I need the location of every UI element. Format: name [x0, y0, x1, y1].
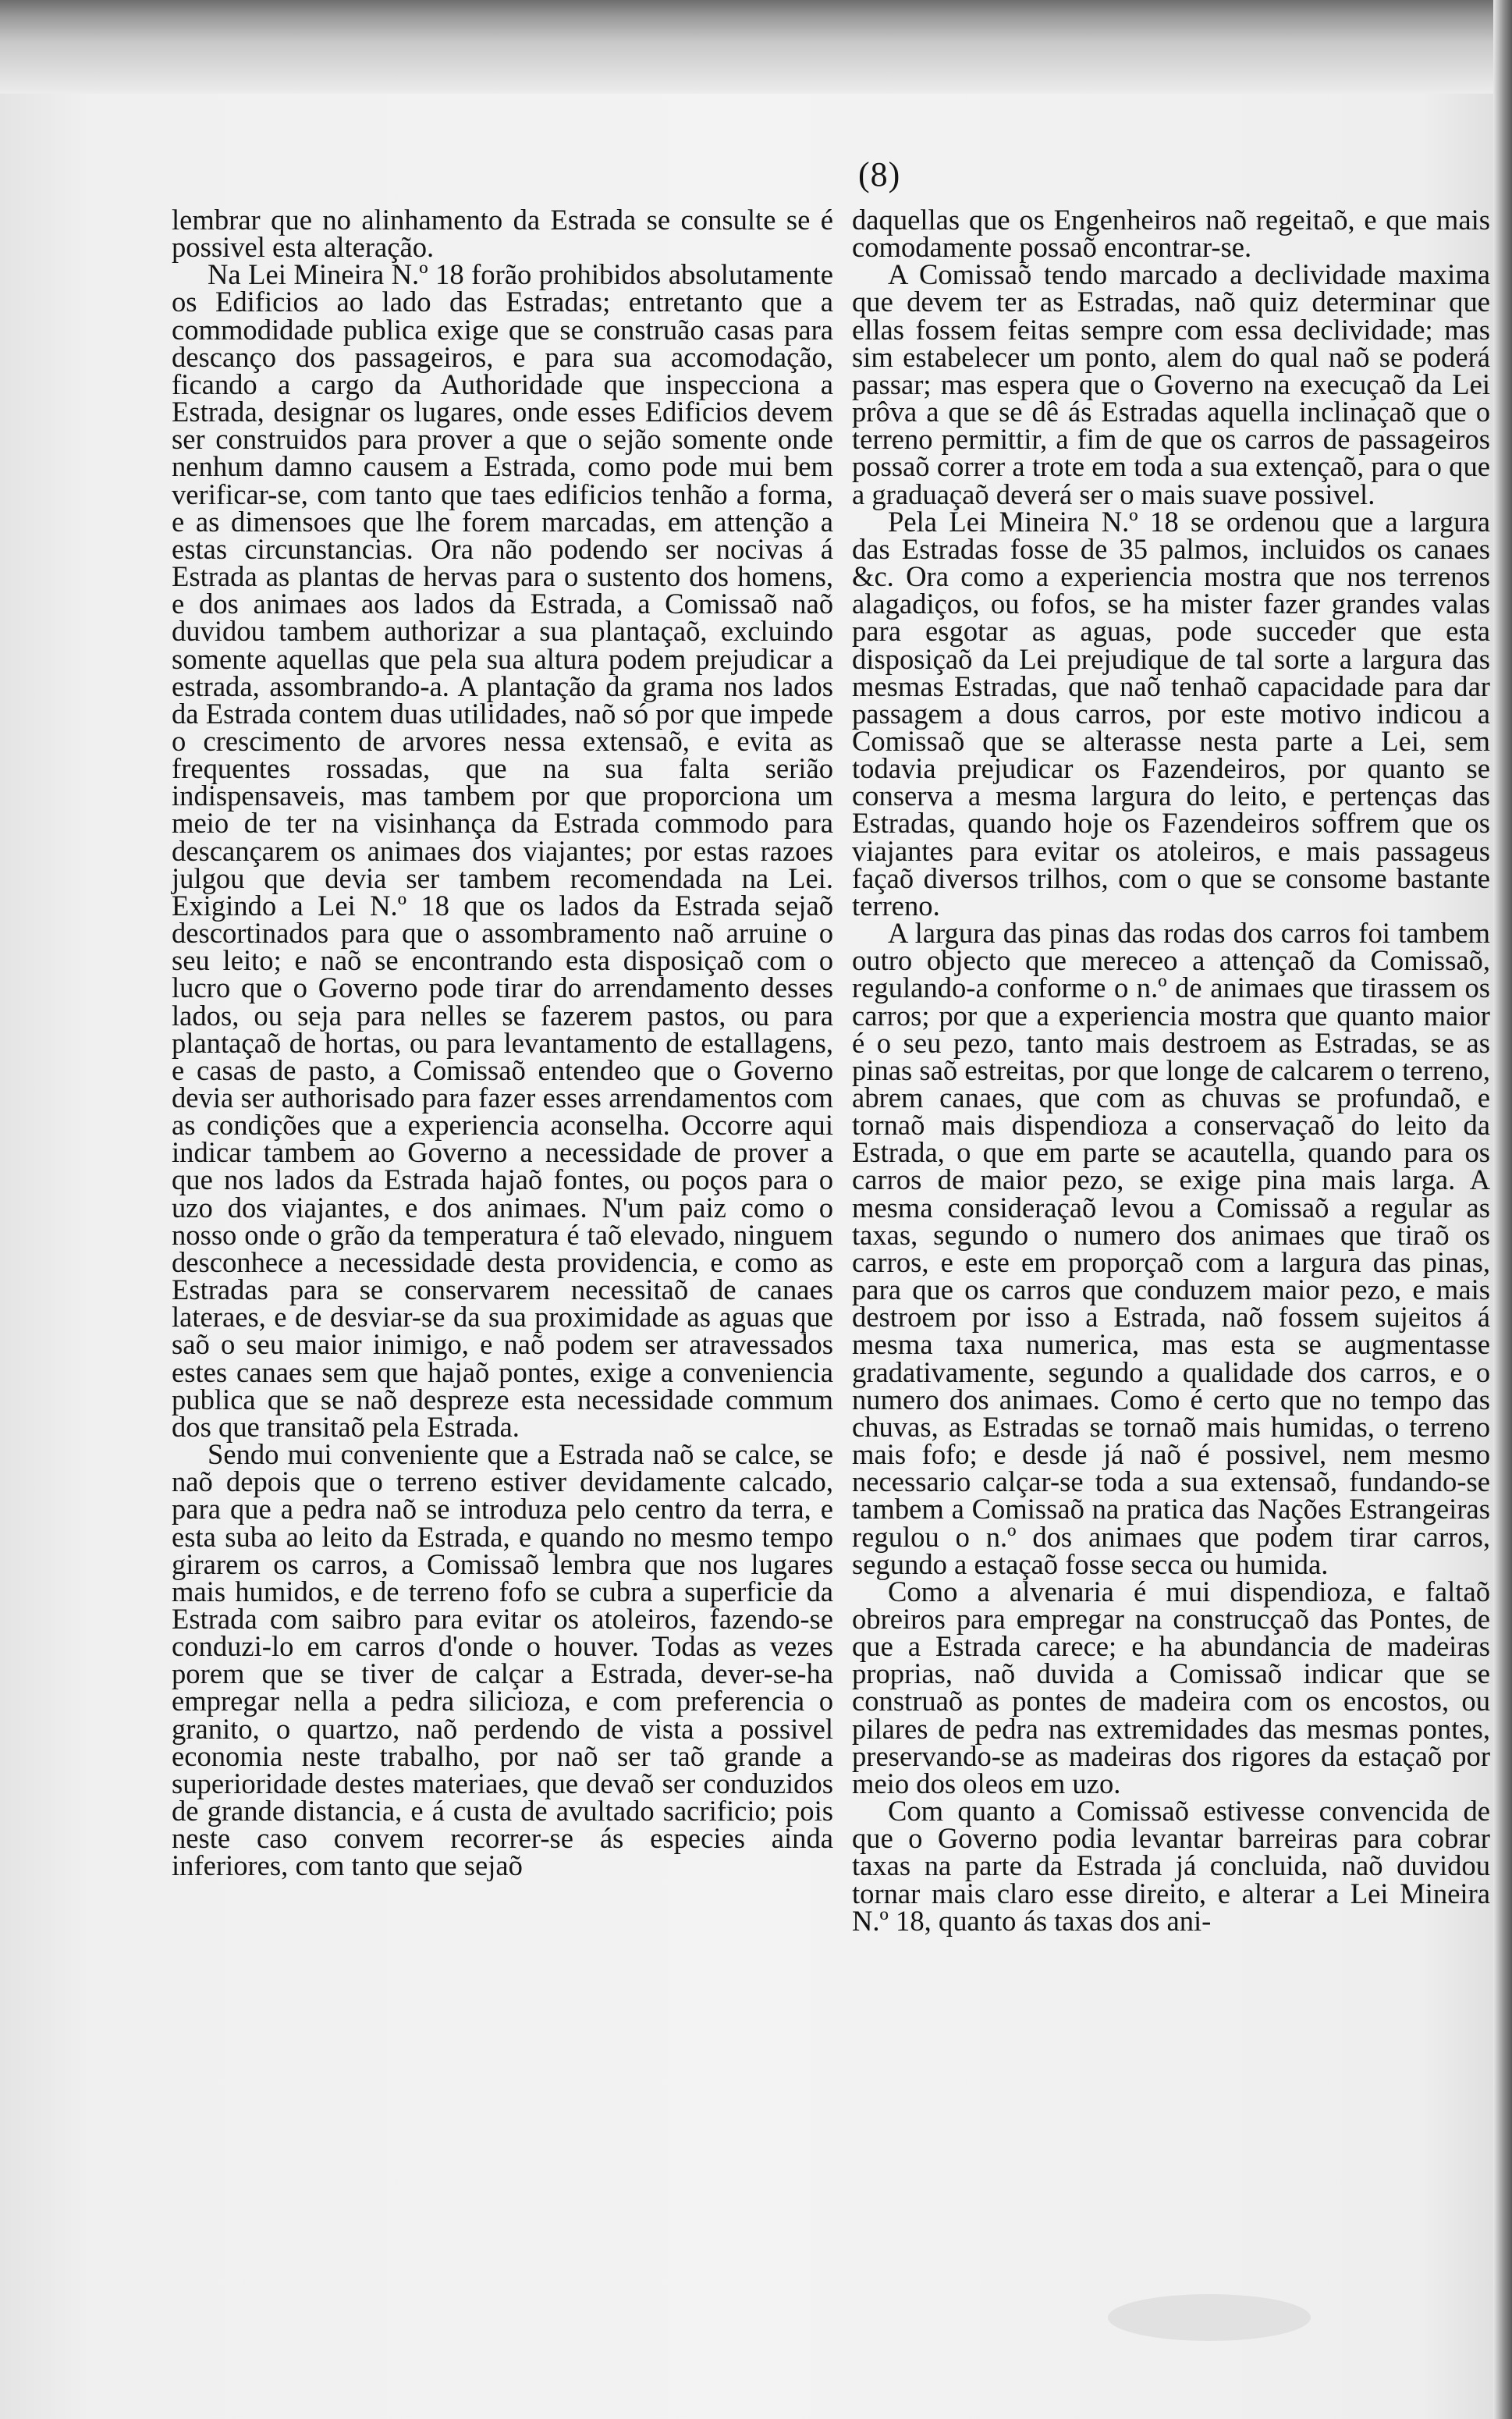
- document-page: [31, 0, 1490, 2419]
- right-text-column: [852, 204, 1490, 1937]
- paragraph: Pela Lei Mineira N.º 18 se ordenou que a largura das Estradas fosse de 35 palmos, incluidos os canaes &c. Ora como a experiencia mostra que nos terrenos alagadiços, ou fofos, se ha mister fazer grandes valas para esgotar as aguas, pode succeder que esta disposiçaõ da Lei prejudique de tal sorte a largura das mesmas Estradas, que naõ tenhaõ capacidade para dar passagem a dous carros, por este motivo indicou a Comissaõ que se alterasse nesta parte a Lei, sem todavia prejudicar os Fazendeiros, por quanto se conserva a mesma largura do leito, e pertenças das Estradas, quando hoje os Fazendeiros soffrem que os viajantes para evitar os atoleiros, e mais passageus façaõ diversos trilhos, com o que se consome bastante terreno.: [852, 505, 1490, 922]
- paragraph: daquellas que os Engenheiros naõ regeitaõ, e que mais comodamente possaõ encontrar-se.: [852, 204, 1490, 264]
- paragraph: Na Lei Mineira N.º 18 forão prohibidos absolutamente os Edificios ao lado das Estradas; entretanto que a commodidade publica exige que se construão casas para descanço dos passageiros, e para sua accomodação, ficando a cargo da Authoridade que inspecciona a Estrada, designar os lugares, onde esses Edificios devem ser construidos para prover a que o sejão somente onde nenhum damno causem a Estrada, como pode mui bem verificar-se, com tanto que taes edificios tenhão a forma, e as dimensoes que lhe forem marcadas, em attenção a estas circunstancias. Ora não podendo ser nocivas á Estrada as plantas de hervas para o sustento dos homens, e dos animaes aos lados da Estrada, a Comissaõ naõ duvidou tambem authorizar a sua plantaçaõ, excluindo somente aquellas que pela sua altura podem prejudicar a estrada, assombrando-a. A plantação da grama nos lados da Estrada contem duas utilidades, naõ só por que impede o crescimento de arvores nessa extensaõ, e evita as frequentes rossadas, que na sua falta serião indispensaveis, mas tambem por que proporciona um meio de ter na visinhança da Estrada commodo para descançarem os animaes dos viajantes; por estas razoes julgou que devia ser tambem recomendada na Lei. Exigindo a Lei N.º 18 que os lados da Estrada sejaõ descortinados para que o assombramento naõ arruine o seu leito; e naõ se encontrando esta disposiçaõ com o lucro que o Governo pode tirar do arrendamento desses lados, ou seja para nelles se fazerem pastos, ou para plantaçaõ de hortas, ou para levantamento de estallagens, e casas de pasto, a Comissaõ entendeo que o Governo devia ser authorisado para fazer esses arrendamentos com as condições que a experiencia aconselha. Occorre aqui indicar tambem ao Governo a necessidade de prover a que nos lados da Estrada hajaõ fontes, ou poços para o uzo dos viajantes, e dos animaes. N'um paiz como o nosso onde o grão da temperatura é taõ elevado, ninguem desconhece a necessidade desta providencia, e como as Estradas para se conservarem necessitaõ de canaes lateraes, e de desviar-se da sua proximidade as aguas que saõ o seu maior inimigo, e naõ podem ser atravessados estes canaes sem que hajaõ pontes, exige a conveniencia publica que se naõ despreze esta necessidade commum dos que transitaõ pela Estrada.: [172, 258, 833, 1443]
- paragraph: Como a alvenaria é mui dispendioza, e faltaõ obreiros para empregar na construcçaõ das Pontes, de que a Estrada carece; e ha abundancia de madeiras proprias, naõ duvida a Comissaõ indicar que se construaõ as pontes de madeira com os encostos, ou pilares de pedra nas extremidades das mesmas pontes, preservando-se as madeiras dos rigores da estaçaõ por meio dos oleos em uzo.: [852, 1575, 1490, 1799]
- paragraph: Com quanto a Comissaõ estivesse convencida de que o Governo podia levantar barreiras para cobrar taxas na parte da Estrada já concluida, naõ duvidou tornar mais claro esse direito, e alterar a Lei Mineira N.º 18, quanto ás taxas dos ani-: [852, 1795, 1490, 1937]
- scan-right-edge: [1493, 0, 1512, 2419]
- paragraph: lembrar que no alinhamento da Estrada se consulte se é possivel esta alteração.: [172, 204, 833, 264]
- left-text-column: [172, 206, 833, 1880]
- page-number: (8): [858, 155, 901, 194]
- paper-stain: [1108, 2294, 1311, 2341]
- paragraph: A largura das pinas das rodas dos carros foi tambem outro objecto que mereceo a attençaõ da Comissaõ, regulando-a conforme o n.º de animaes que tirassem os carros; por que a experiencia mostra que quanto maior é o seu pezo, tanto mais destroem as Estradas, se as pinas saõ estreitas, por que longe de calcarem o terreno, abrem canaes, que com as chuvas se profundaõ, e tornaõ mais dispendioza a conservaçaõ do leito da Estrada, o que em parte se acautella, quando para os carros de maior pezo, se exige pina mais larga. A mesma consideraçaõ levou a Comissaõ a regular as taxas, segundo o numero dos animaes que tiraõ os carros, e este em proporçaõ com a largura das pinas, para que os carros que conduzem maior pezo, e mais destroem por isso a Estrada, naõ fossem sujeitos á mesma taxa numerica, mas esta se augmentasse gradativamente, segundo a qualidade dos carros, e o numero dos animaes. Como é certo que no tempo das chuvas, as Estradas se tornaõ mais humidas, o terreno mais fofo; e desde já naõ é possivel, nem mesmo necessario calçar-se toda a sua extensaõ, fundando-se tambem a Comissaõ na pratica das Nações Estrangeiras regulou o n.º dos animaes que podem tirar carros, segundo a estaçaõ fosse secca ou humida.: [852, 917, 1490, 1580]
- paragraph: A Comissaõ tendo marcado a declividade maxima que devem ter as Estradas, naõ quiz determinar que ellas fossem feitas sempre com essa declividade; mas sim estabelecer um ponto, alem do qual naõ se poderá passar; mas espera que o Governo na execuçaõ da Lei prôva a que se dê ás Estradas aquella inclinaçaõ que o terreno permittir, a fim de que os carros de passageiros possaõ correr a trote em toda a sua extençaõ, para o que a graduaçaõ deverá ser o mais suave possivel.: [852, 258, 1490, 510]
- paragraph: Sendo mui conveniente que a Estrada naõ se calce, se naõ depois que o terreno estiver devidamente calcado, para que a pedra naõ se introduza pelo centro da terra, e esta suba ao leito da Estrada, e quando no mesmo tempo girarem os carros, a Comissaõ lembra que nos lugares mais humidos, e de terreno fofo se cubra a superficie da Estrada com saibro para evitar os atoleiros, fazendo-se conduzi-lo em carros d'onde o houver. Todas as vezes porem que se tiver de calçar a Estrada, dever-se-ha empregar nella a pedra silicioza, e com preferencia o granito, o quartzo, naõ perdendo de vista a possivel economia neste trabalho, por naõ ser taõ grande a superioridade destes materiaes, que devaõ ser conduzidos de grande distancia, e á custa de avultado sacrificio; pois neste caso convem recorrer-se ás especies ainda inferiores, com tanto que sejaõ: [172, 1438, 833, 1882]
